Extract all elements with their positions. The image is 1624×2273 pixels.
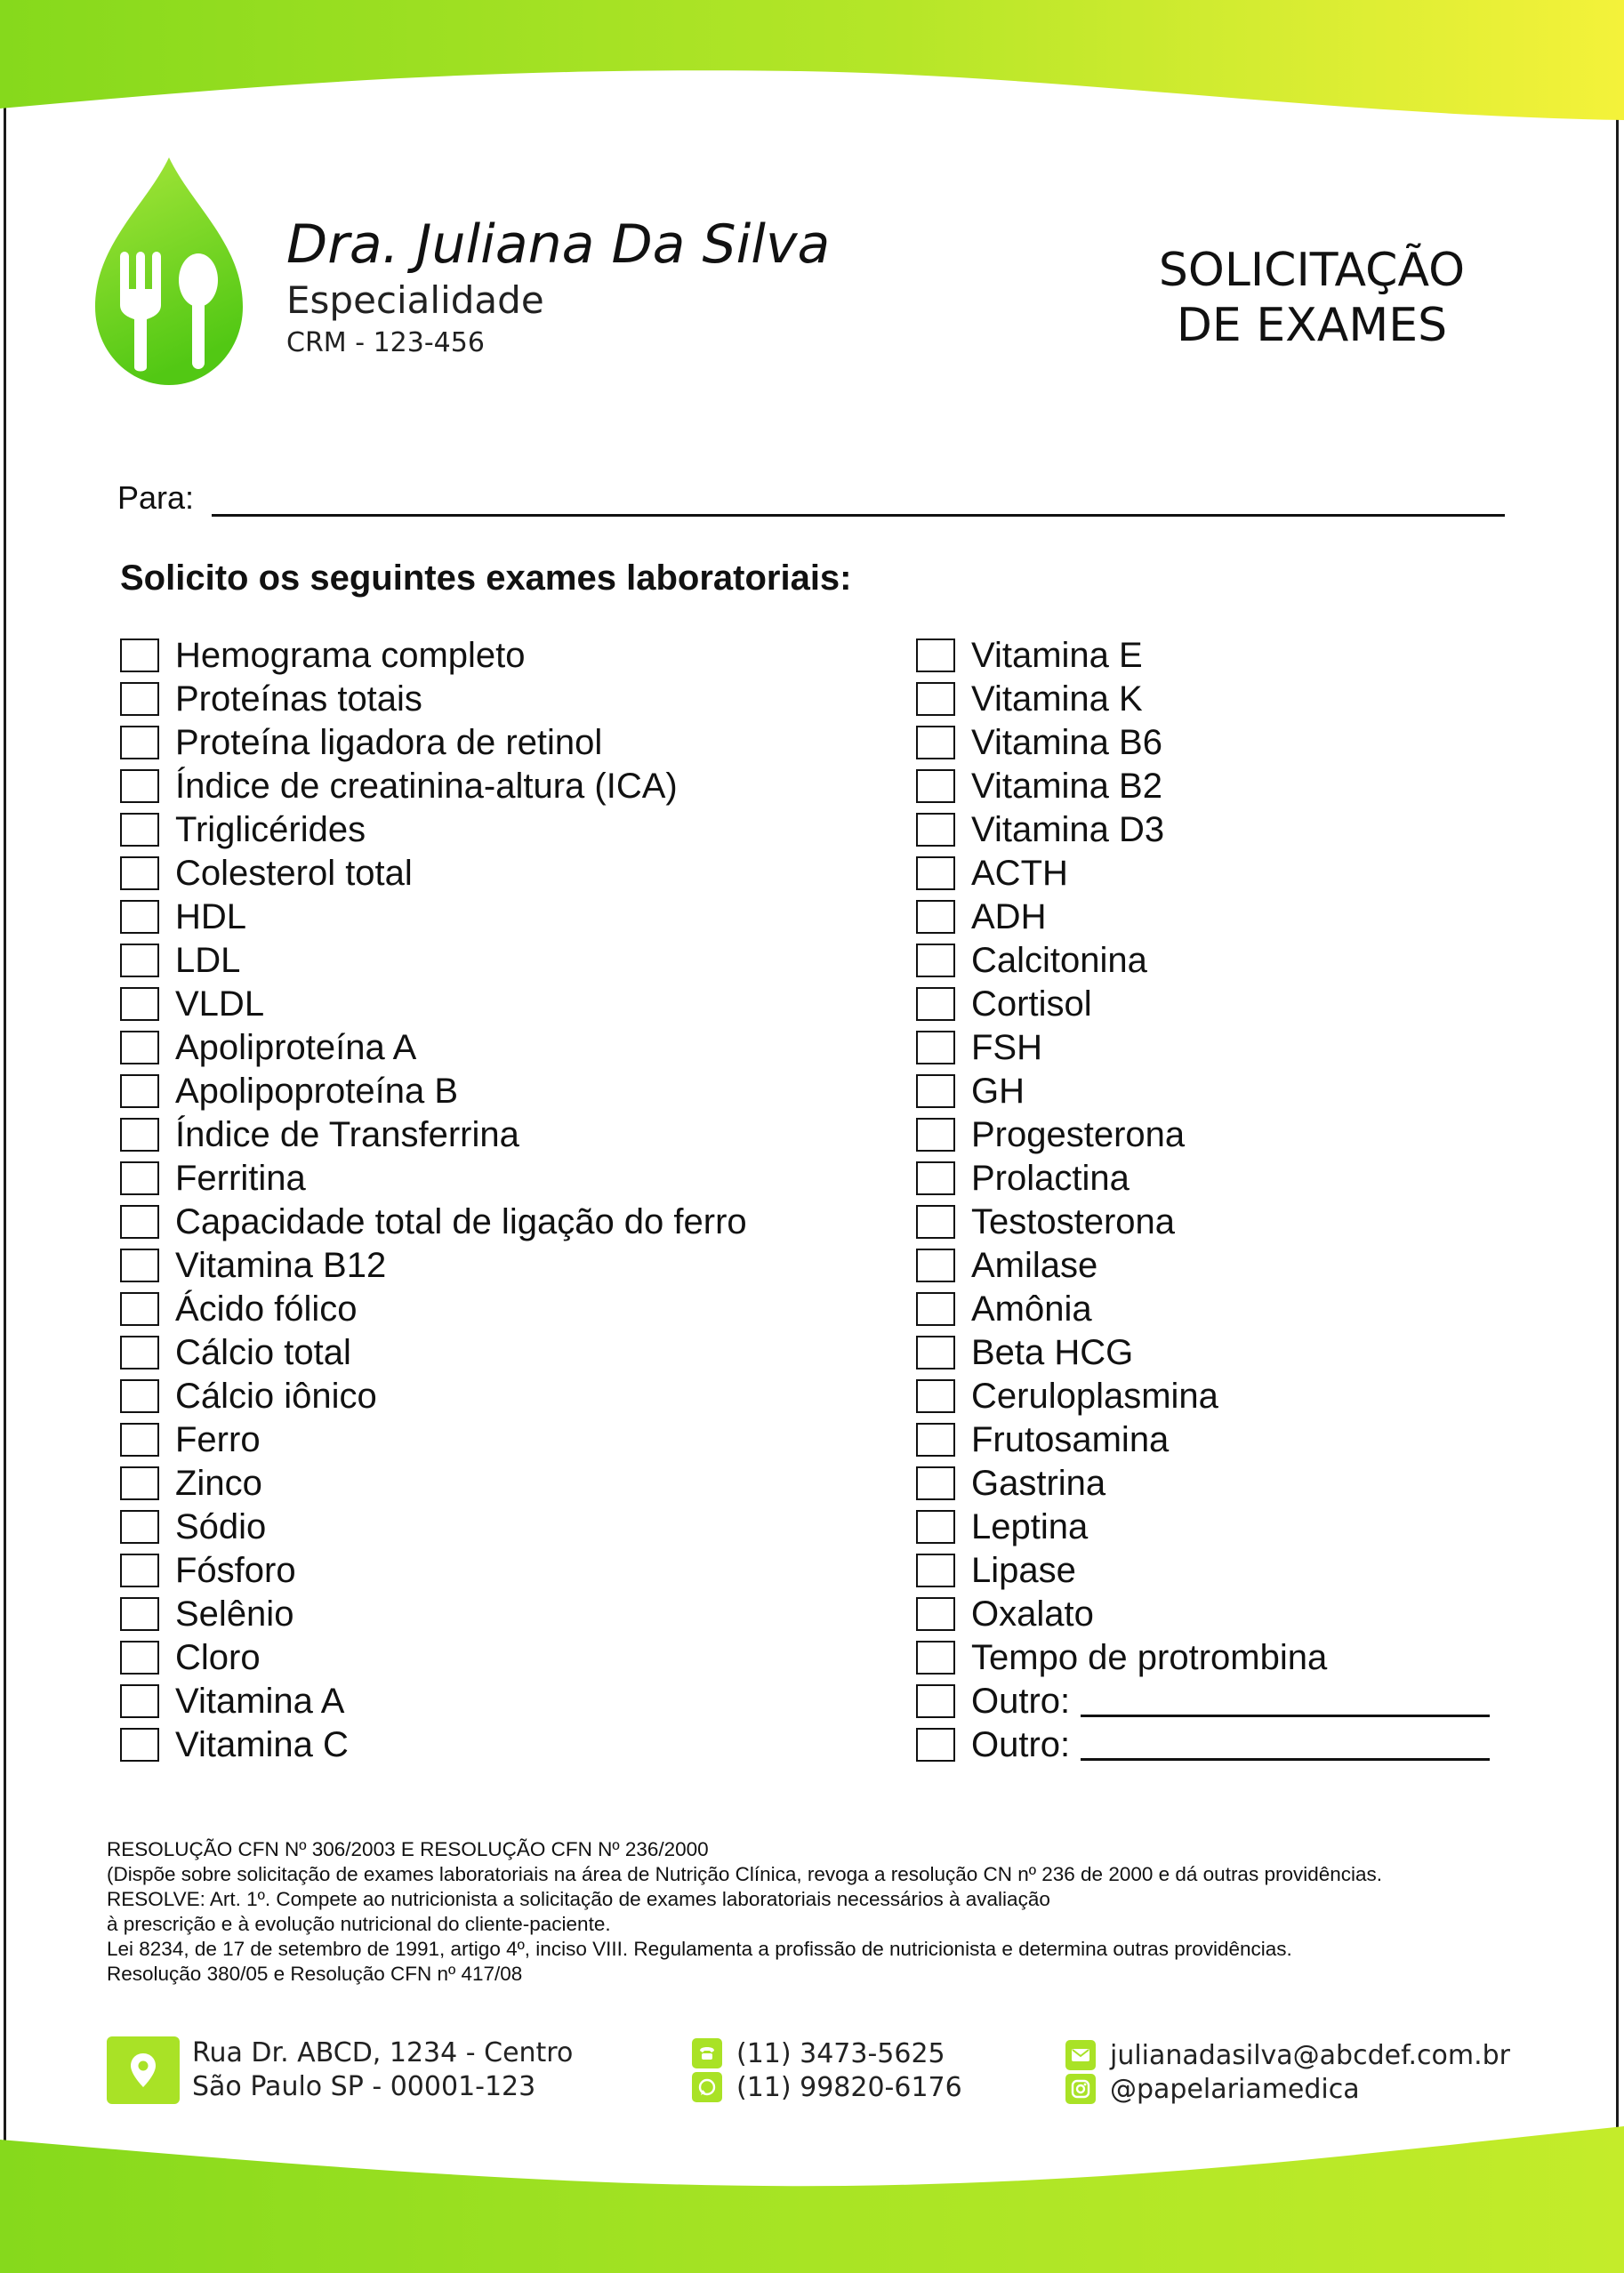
exam-item bbox=[120, 1635, 747, 1679]
email-row bbox=[1065, 2038, 1510, 2072]
form-title bbox=[1138, 243, 1485, 353]
exam-label: Gastrina bbox=[971, 1463, 1106, 1503]
exam-checkbox[interactable] bbox=[120, 726, 159, 759]
exam-item bbox=[916, 1548, 1490, 1592]
exam-checkbox[interactable] bbox=[120, 1161, 159, 1195]
exam-item bbox=[120, 633, 747, 677]
exam-label: HDL bbox=[175, 896, 247, 936]
exam-label: Oxalato bbox=[971, 1594, 1094, 1634]
exam-checkbox[interactable] bbox=[916, 944, 955, 977]
exam-checkbox[interactable] bbox=[916, 987, 955, 1021]
exam-item bbox=[916, 1374, 1490, 1418]
exam-label: Ácido fólico bbox=[175, 1289, 358, 1329]
exam-label: Ferritina bbox=[175, 1158, 306, 1198]
legal-line: RESOLVE: Art. 1º. Compete ao nutricionista a solicitação de exames laboratoriais necessários à avaliação bbox=[107, 1888, 1050, 1910]
exam-checkbox[interactable] bbox=[916, 1379, 955, 1413]
phone-row bbox=[692, 2036, 962, 2070]
address-text bbox=[192, 2036, 573, 2104]
exam-label: Vitamina B2 bbox=[971, 766, 1162, 806]
legal-line: Resolução 380/05 e Resolução CFN nº 417/08 bbox=[107, 1963, 523, 1985]
envelope-icon bbox=[1065, 2040, 1096, 2070]
whatsapp-icon bbox=[692, 2072, 722, 2102]
exam-checkbox[interactable] bbox=[916, 1597, 955, 1631]
exam-checkbox[interactable] bbox=[916, 1336, 955, 1369]
address-line1: Rua Dr. ABCD, 1234 - Centro bbox=[192, 2037, 574, 2068]
exam-label: Vitamina B12 bbox=[175, 1245, 387, 1285]
top-wave-banner bbox=[0, 0, 1624, 124]
exam-item bbox=[120, 1330, 747, 1374]
exam-item bbox=[120, 1200, 747, 1243]
exam-checkbox[interactable] bbox=[120, 944, 159, 977]
exam-item bbox=[916, 1025, 1490, 1069]
exam-checkbox[interactable] bbox=[120, 900, 159, 934]
exam-label: Frutosamina bbox=[971, 1419, 1170, 1459]
exam-item bbox=[120, 851, 747, 895]
exam-checkbox[interactable] bbox=[120, 1554, 159, 1587]
exam-checkbox[interactable] bbox=[916, 1466, 955, 1500]
exam-item bbox=[120, 1243, 747, 1287]
exam-checkbox[interactable] bbox=[916, 1205, 955, 1239]
exam-label: Outro: bbox=[971, 1681, 1071, 1721]
exam-checkbox[interactable] bbox=[120, 639, 159, 672]
address-line2: São Paulo SP - 00001-123 bbox=[192, 2071, 536, 2102]
exam-item bbox=[120, 1679, 747, 1723]
exam-item bbox=[916, 633, 1490, 677]
exam-item bbox=[916, 1461, 1490, 1505]
exam-checkbox[interactable] bbox=[120, 987, 159, 1021]
exam-checkbox[interactable] bbox=[916, 1292, 955, 1326]
exam-checkbox[interactable] bbox=[916, 1728, 955, 1762]
exam-label: VLDL bbox=[175, 984, 265, 1024]
exam-item bbox=[120, 982, 747, 1025]
exam-item bbox=[120, 1548, 747, 1592]
exam-checkbox[interactable] bbox=[120, 769, 159, 803]
exam-item bbox=[120, 1505, 747, 1548]
whatsapp-row bbox=[692, 2070, 962, 2104]
exam-checkbox[interactable] bbox=[916, 813, 955, 847]
exam-item bbox=[120, 895, 747, 938]
exam-label: Progesterona bbox=[971, 1114, 1186, 1154]
exam-item bbox=[120, 1069, 747, 1112]
exam-item bbox=[120, 1418, 747, 1461]
exam-item bbox=[916, 1287, 1490, 1330]
exam-checkbox[interactable] bbox=[916, 1249, 955, 1282]
exam-item bbox=[120, 1112, 747, 1156]
exam-item bbox=[916, 807, 1490, 851]
exam-label: Zinco bbox=[175, 1463, 262, 1503]
exam-item bbox=[916, 1679, 1490, 1723]
exam-label: Triglicérides bbox=[175, 809, 366, 849]
exam-item bbox=[120, 807, 747, 851]
exam-checkbox[interactable] bbox=[916, 682, 955, 716]
exam-item bbox=[916, 982, 1490, 1025]
exam-checkbox[interactable] bbox=[120, 1336, 159, 1369]
exam-checkbox[interactable] bbox=[120, 1597, 159, 1631]
exam-label: GH bbox=[971, 1071, 1025, 1111]
exam-label: Capacidade total de ligação do ferro bbox=[175, 1201, 747, 1241]
contact-address bbox=[107, 2036, 573, 2104]
exam-item bbox=[916, 1069, 1490, 1112]
exam-checkbox[interactable] bbox=[916, 769, 955, 803]
exam-checkbox[interactable] bbox=[916, 1161, 955, 1195]
exam-item bbox=[120, 720, 747, 764]
exam-label: ACTH bbox=[971, 853, 1068, 893]
exam-label: Cálcio total bbox=[175, 1332, 351, 1372]
exam-label: Sódio bbox=[175, 1506, 267, 1546]
drop-cutlery-logo bbox=[93, 156, 245, 387]
legal-line: Lei 8234, de 17 de setembro de 1991, artigo 4º, inciso VIII. Regulamenta a profissão de nutricionista e determina outras providências. bbox=[107, 1938, 1292, 1960]
email-address[interactable]: julianadasilva@abcdef.com.br bbox=[1110, 2039, 1510, 2071]
exam-label: Apolipoproteína B bbox=[175, 1071, 459, 1111]
exam-item bbox=[120, 1461, 747, 1505]
exam-label: Vitamina A bbox=[175, 1681, 345, 1721]
exam-checkbox[interactable] bbox=[120, 1510, 159, 1544]
legal-line: à prescrição e à evolução nutricional do cliente-paciente. bbox=[107, 1913, 611, 1935]
exam-label: LDL bbox=[175, 940, 241, 980]
exam-label: Outro: bbox=[971, 1724, 1071, 1764]
exam-label: Beta HCG bbox=[971, 1332, 1134, 1372]
legal-line: RESOLUÇÃO CFN Nº 306/2003 E RESOLUÇÃO CFN Nº 236/2000 bbox=[107, 1838, 709, 1860]
exam-checkbox[interactable] bbox=[916, 856, 955, 890]
exam-item bbox=[916, 1505, 1490, 1548]
exam-label: Ceruloplasmina bbox=[971, 1376, 1218, 1416]
phone-number[interactable]: (11) 3473-5625 bbox=[736, 2037, 945, 2069]
exam-checkbox[interactable] bbox=[916, 1641, 955, 1675]
exam-label: Vitamina C bbox=[175, 1724, 349, 1764]
exam-item bbox=[916, 851, 1490, 895]
exam-checkbox[interactable] bbox=[916, 1118, 955, 1152]
exam-list-right bbox=[916, 633, 1490, 1766]
exam-item bbox=[916, 938, 1490, 982]
exam-item bbox=[916, 1592, 1490, 1635]
whatsapp-number[interactable]: (11) 99820-6176 bbox=[736, 2071, 962, 2103]
exam-item bbox=[120, 1156, 747, 1200]
exam-checkbox[interactable] bbox=[916, 900, 955, 934]
exam-checkbox[interactable] bbox=[120, 1031, 159, 1064]
exam-list-left bbox=[120, 633, 747, 1766]
exam-label: Hemograma completo bbox=[175, 635, 526, 675]
exam-checkbox[interactable] bbox=[120, 1728, 159, 1762]
exam-checkbox[interactable] bbox=[916, 1031, 955, 1064]
exam-checkbox[interactable] bbox=[120, 1292, 159, 1326]
exam-item bbox=[916, 895, 1490, 938]
exam-checkbox[interactable] bbox=[120, 1684, 159, 1718]
exam-label: Fósforo bbox=[175, 1550, 296, 1590]
exam-item bbox=[120, 677, 747, 720]
exam-checkbox[interactable] bbox=[916, 1510, 955, 1544]
exam-label: Cortisol bbox=[971, 984, 1092, 1024]
exam-label: FSH bbox=[971, 1027, 1042, 1067]
exam-checkbox[interactable] bbox=[916, 1423, 955, 1457]
exam-item bbox=[916, 720, 1490, 764]
exam-item bbox=[916, 1330, 1490, 1374]
exam-checkbox[interactable] bbox=[120, 813, 159, 847]
legal-line: (Dispõe sobre solicitação de exames laboratoriais na área de Nutrição Clínica, revoga a resolução CN nº 236 de 2000 e dá outras providências. bbox=[107, 1863, 1383, 1885]
exam-label: Amônia bbox=[971, 1289, 1092, 1329]
exam-checkbox[interactable] bbox=[120, 1641, 159, 1675]
exam-label: Índice de Transferrina bbox=[175, 1114, 519, 1154]
exam-item bbox=[120, 764, 747, 807]
exam-item bbox=[120, 1287, 747, 1330]
exam-checkbox[interactable] bbox=[120, 682, 159, 716]
location-pin-icon bbox=[107, 2036, 180, 2104]
exam-label: Índice de creatinina-altura (ICA) bbox=[175, 766, 678, 806]
exam-label: Tempo de protrombina bbox=[971, 1637, 1328, 1677]
other-exam-fill-line[interactable] bbox=[1081, 1715, 1490, 1717]
exam-item bbox=[120, 1592, 747, 1635]
instagram-handle[interactable]: @papelariamedica bbox=[1110, 2073, 1360, 2105]
exam-item bbox=[916, 1156, 1490, 1200]
exam-checkbox[interactable] bbox=[120, 1466, 159, 1500]
exam-label: Cálcio iônico bbox=[175, 1376, 377, 1416]
bottom-wave-banner bbox=[0, 2122, 1624, 2273]
contact-online bbox=[1065, 2038, 1510, 2106]
doctor-name: Dra. Juliana Da Silva bbox=[286, 213, 831, 276]
form-title-line2: DE EXAMES bbox=[1176, 299, 1448, 352]
form-title-line1: SOLICITAÇÃO bbox=[1158, 244, 1466, 297]
exam-label: Proteínas totais bbox=[175, 679, 422, 719]
doctor-crm: CRM - 123-456 bbox=[286, 327, 485, 358]
exam-item bbox=[120, 1025, 747, 1069]
exam-item bbox=[916, 1112, 1490, 1156]
exam-item bbox=[916, 1635, 1490, 1679]
exam-label: Prolactina bbox=[971, 1158, 1130, 1198]
exam-checkbox[interactable] bbox=[120, 1118, 159, 1152]
other-exam-fill-line[interactable] bbox=[1081, 1758, 1490, 1761]
exam-checkbox[interactable] bbox=[916, 726, 955, 759]
recipient-fill-line[interactable] bbox=[212, 514, 1505, 517]
exam-label: Testosterona bbox=[971, 1201, 1176, 1241]
exam-label: Lipase bbox=[971, 1550, 1076, 1590]
instagram-row bbox=[1065, 2072, 1510, 2106]
exam-checkbox[interactable] bbox=[916, 1554, 955, 1587]
exam-label: Vitamina K bbox=[971, 679, 1143, 719]
exam-label: Vitamina B6 bbox=[971, 722, 1162, 762]
exam-checkbox[interactable] bbox=[120, 1423, 159, 1457]
exam-label: Selênio bbox=[175, 1594, 294, 1634]
contact-phones bbox=[692, 2036, 962, 2104]
exam-label: Proteína ligadora de retinol bbox=[175, 722, 603, 762]
exam-item bbox=[916, 1723, 1490, 1766]
instagram-icon bbox=[1065, 2074, 1096, 2104]
exam-label: Colesterol total bbox=[175, 853, 413, 893]
exam-label: Apoliproteína A bbox=[175, 1027, 417, 1067]
exam-label: Calcitonina bbox=[971, 940, 1147, 980]
doctor-specialty: Especialidade bbox=[286, 278, 544, 322]
exam-item bbox=[916, 1418, 1490, 1461]
exam-label: Vitamina E bbox=[971, 635, 1143, 675]
exam-label: Ferro bbox=[175, 1419, 261, 1459]
exam-item bbox=[916, 677, 1490, 720]
exams-heading: Solicito os seguintes exames laboratoriais: bbox=[120, 558, 852, 598]
exam-label: Amilase bbox=[971, 1245, 1098, 1285]
legal-notice bbox=[107, 1837, 1382, 1987]
exam-checkbox[interactable] bbox=[916, 1684, 955, 1718]
recipient-label: Para: bbox=[117, 479, 195, 516]
exam-label: Cloro bbox=[175, 1637, 261, 1677]
exam-label: Leptina bbox=[971, 1506, 1089, 1546]
phone-icon bbox=[692, 2038, 722, 2068]
exam-checkbox[interactable] bbox=[120, 1205, 159, 1239]
exam-checkbox[interactable] bbox=[120, 1379, 159, 1413]
exam-checkbox[interactable] bbox=[120, 1249, 159, 1282]
exam-item bbox=[120, 1723, 747, 1766]
exam-item bbox=[120, 938, 747, 982]
exam-item bbox=[916, 764, 1490, 807]
exam-checkbox[interactable] bbox=[916, 1074, 955, 1108]
exam-checkbox[interactable] bbox=[120, 856, 159, 890]
recipient-row bbox=[117, 476, 1505, 520]
exam-checkbox[interactable] bbox=[120, 1074, 159, 1108]
exam-label: ADH bbox=[971, 896, 1047, 936]
exam-item bbox=[916, 1200, 1490, 1243]
exam-item bbox=[120, 1374, 747, 1418]
doctor-header bbox=[286, 213, 831, 358]
exam-label: Vitamina D3 bbox=[971, 809, 1165, 849]
exam-checkbox[interactable] bbox=[916, 639, 955, 672]
exam-item bbox=[916, 1243, 1490, 1287]
